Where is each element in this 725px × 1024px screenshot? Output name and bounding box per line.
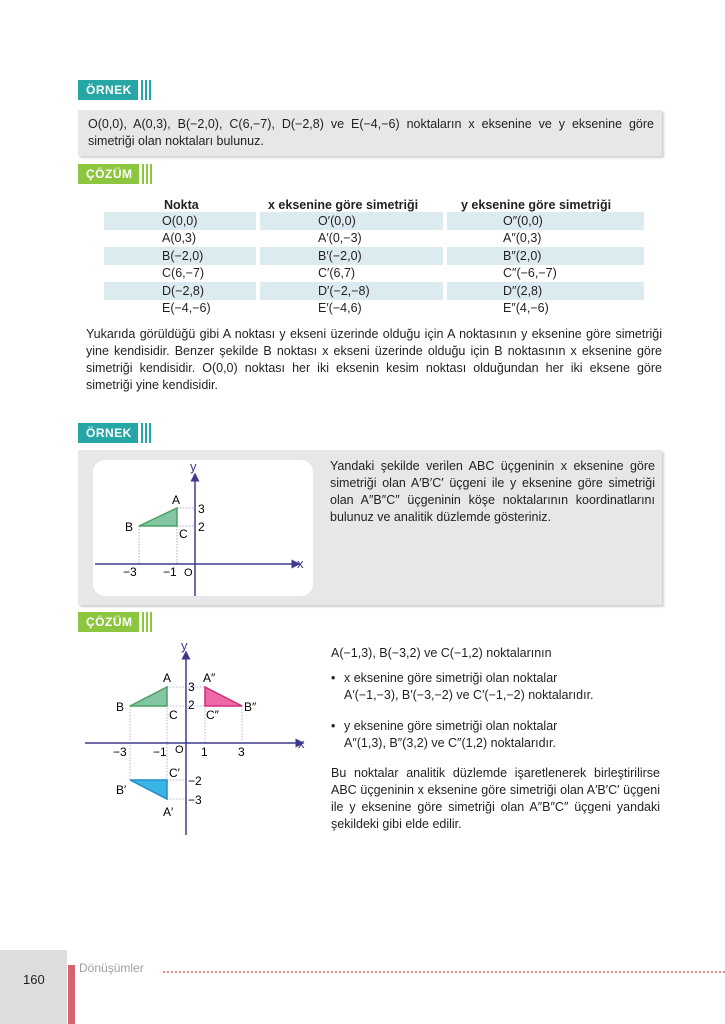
example-tag xyxy=(78,423,153,443)
tag-bars-decoration xyxy=(142,164,154,184)
example-question-text: Yandaki şekilde verilen ABC üçgeninin x eksenine göre simetriği olan A′B′C′ üçgeni ile y eksenine göre simetriği olan A″B″C″ üçgeninin köşe noktalarının koordinatlarını bulunuz ve analitik düzlemde gösteriniz. xyxy=(330,459,655,524)
table-cell: E″(4,−6) xyxy=(503,301,549,316)
chapter-title: Dönüşümler xyxy=(79,961,144,975)
tick-x-3: 3 xyxy=(238,745,245,759)
table-cell: B″(2,0) xyxy=(447,247,644,265)
table-cell: E(−4,−6) xyxy=(162,301,211,316)
table-row xyxy=(104,247,644,265)
tick-y-2: 2 xyxy=(188,698,195,712)
example-tag-label: ÖRNEK xyxy=(78,80,138,100)
table-row xyxy=(104,212,644,230)
point-label-c-double-prime: C″ xyxy=(206,708,219,722)
reflection-figure xyxy=(85,640,310,835)
point-label-a: A xyxy=(172,493,181,507)
bullet-x-symmetry xyxy=(331,670,661,704)
table-cell: C″(−6,−7) xyxy=(503,266,557,281)
tick-x-neg1: −1 xyxy=(163,565,177,579)
bullet-icon: • xyxy=(331,671,336,685)
x-axis-label: x xyxy=(297,556,304,571)
triangle-y-reflection xyxy=(205,687,242,706)
point-label-c-prime: C′ xyxy=(169,766,180,780)
tick-y-3: 3 xyxy=(198,502,205,516)
triangle-abc xyxy=(139,508,177,526)
footer-dotted-rule xyxy=(163,971,725,973)
table-cell: A″(0,3) xyxy=(503,231,542,246)
point-label-a-prime: A′ xyxy=(163,805,174,819)
page-number-box xyxy=(0,950,67,1024)
explanation-paragraph: Yukarıda görüldüğü gibi A noktası y ekseni üzerinde olduğu için A noktasının y eksenine göre simetriği yine kendisidir. Benzer şekilde B noktası x ekseni üzerinde olduğu için B noktasının x eksenine göre simetriği kendisidir. O(0,0) noktası her iki eksenin kesim noktası olduğundan her iki eksene göre simetriği yine kendisidir. xyxy=(86,327,662,392)
tick-x-1: 1 xyxy=(201,745,208,759)
bullet-icon: • xyxy=(331,719,336,733)
solution-tag xyxy=(78,612,154,632)
table-cell: A′(0,−3) xyxy=(318,231,362,246)
table-row xyxy=(104,282,644,300)
tick-x-neg3: −3 xyxy=(123,565,137,579)
bullet-line2: A′(−1,−3), B′(−3,−2) ve C′(−1,−2) noktalarıdır. xyxy=(344,688,594,702)
bullet-line1: y eksenine göre simetriği olan noktalar xyxy=(344,719,558,733)
x-axis-label: x xyxy=(298,736,305,751)
column-header-x-symmetry: x eksenine göre simetriği xyxy=(268,198,419,212)
point-label-c: C xyxy=(179,527,188,541)
page-number: 160 xyxy=(23,972,45,987)
column-header-point: Nokta xyxy=(164,198,199,212)
table-row xyxy=(104,230,644,248)
table-cell: O″(0,0) xyxy=(447,212,644,230)
tick-x-neg3: −3 xyxy=(113,745,127,759)
tick-y-3: 3 xyxy=(188,680,195,694)
point-label-b: B xyxy=(116,700,125,714)
example-question-box xyxy=(78,110,662,156)
tick-y-2: 2 xyxy=(198,520,205,534)
point-label-b: B xyxy=(125,520,134,534)
solution-intro-text: A(−1,3), B(−3,2) ve C(−1,2) noktalarının xyxy=(331,646,552,660)
footer-accent-bar xyxy=(68,965,75,1024)
solution-conclusion-text: Bu noktalar analitik düzlemde işaretlenerek birleştirilirse ABC üçgeninin x eksenine göre simetriği olan A′B′C′ üçgeni ile y eksenine göre simetriği olan A″B″C″ üçgeni yandaki şekildeki gibi elde edilir. xyxy=(331,766,660,831)
tag-bars-decoration xyxy=(141,80,153,100)
example-question-text: O(0,0), A(0,3), B(−2,0), C(6,−7), D(−2,8) ve E(−4,−6) noktaların x eksenine ve y eksenine göre simetriği olan noktaları bulunuz. xyxy=(88,117,654,148)
table-cell: B′(−2,0) xyxy=(260,247,443,265)
table-cell: B(−2,0) xyxy=(104,247,256,265)
triangle-x-reflection xyxy=(130,780,167,799)
table-cell: D″(2,8) xyxy=(447,282,644,300)
point-label-b-prime: B′ xyxy=(116,783,127,797)
table-cell: C(6,−7) xyxy=(162,266,205,281)
table-cell: E′(−4,6) xyxy=(318,301,362,316)
symmetry-table xyxy=(100,192,648,317)
column-header-y-symmetry: y eksenine göre simetriği xyxy=(461,198,612,212)
solution-tag-label: ÇÖZÜM xyxy=(78,164,139,184)
tick-y-neg3: −3 xyxy=(188,793,202,807)
solution-tag xyxy=(78,164,154,184)
bullet-y-symmetry xyxy=(331,718,661,752)
y-axis-label: y xyxy=(181,640,188,653)
tick-x-neg1: −1 xyxy=(153,745,167,759)
bullet-line1: x eksenine göre simetriği olan noktalar xyxy=(344,671,558,685)
origin-label: O xyxy=(184,567,193,579)
point-label-b-double-prime: B″ xyxy=(244,700,257,714)
table-cell: C′(6,7) xyxy=(318,266,356,281)
triangle-abc xyxy=(130,687,167,706)
table-cell: D(−2,8) xyxy=(104,282,256,300)
origin-label: O xyxy=(175,744,184,756)
bullet-line2: A″(1,3), B″(3,2) ve C″(1,2) noktalarıdır. xyxy=(344,736,556,750)
table-cell: A(0,3) xyxy=(162,231,197,246)
point-label-a-double-prime: A″ xyxy=(203,671,216,685)
table-cell: O(0,0) xyxy=(104,212,256,230)
point-label-c: C xyxy=(169,708,178,722)
table-row xyxy=(104,265,644,283)
example-tag-label: ÖRNEK xyxy=(78,423,138,443)
triangle-abc-figure xyxy=(93,460,313,596)
point-label-a: A xyxy=(163,671,172,685)
table-cell: D′(−2,−8) xyxy=(260,282,443,300)
tick-y-neg2: −2 xyxy=(188,774,202,788)
example-tag xyxy=(78,80,153,100)
table-header-row xyxy=(104,192,644,212)
solution-tag-label: ÇÖZÜM xyxy=(78,612,139,632)
table-row xyxy=(104,300,644,318)
tag-bars-decoration xyxy=(141,423,153,443)
tag-bars-decoration xyxy=(142,612,154,632)
table-cell: O′(0,0) xyxy=(260,212,443,230)
y-axis-label: y xyxy=(190,460,197,474)
